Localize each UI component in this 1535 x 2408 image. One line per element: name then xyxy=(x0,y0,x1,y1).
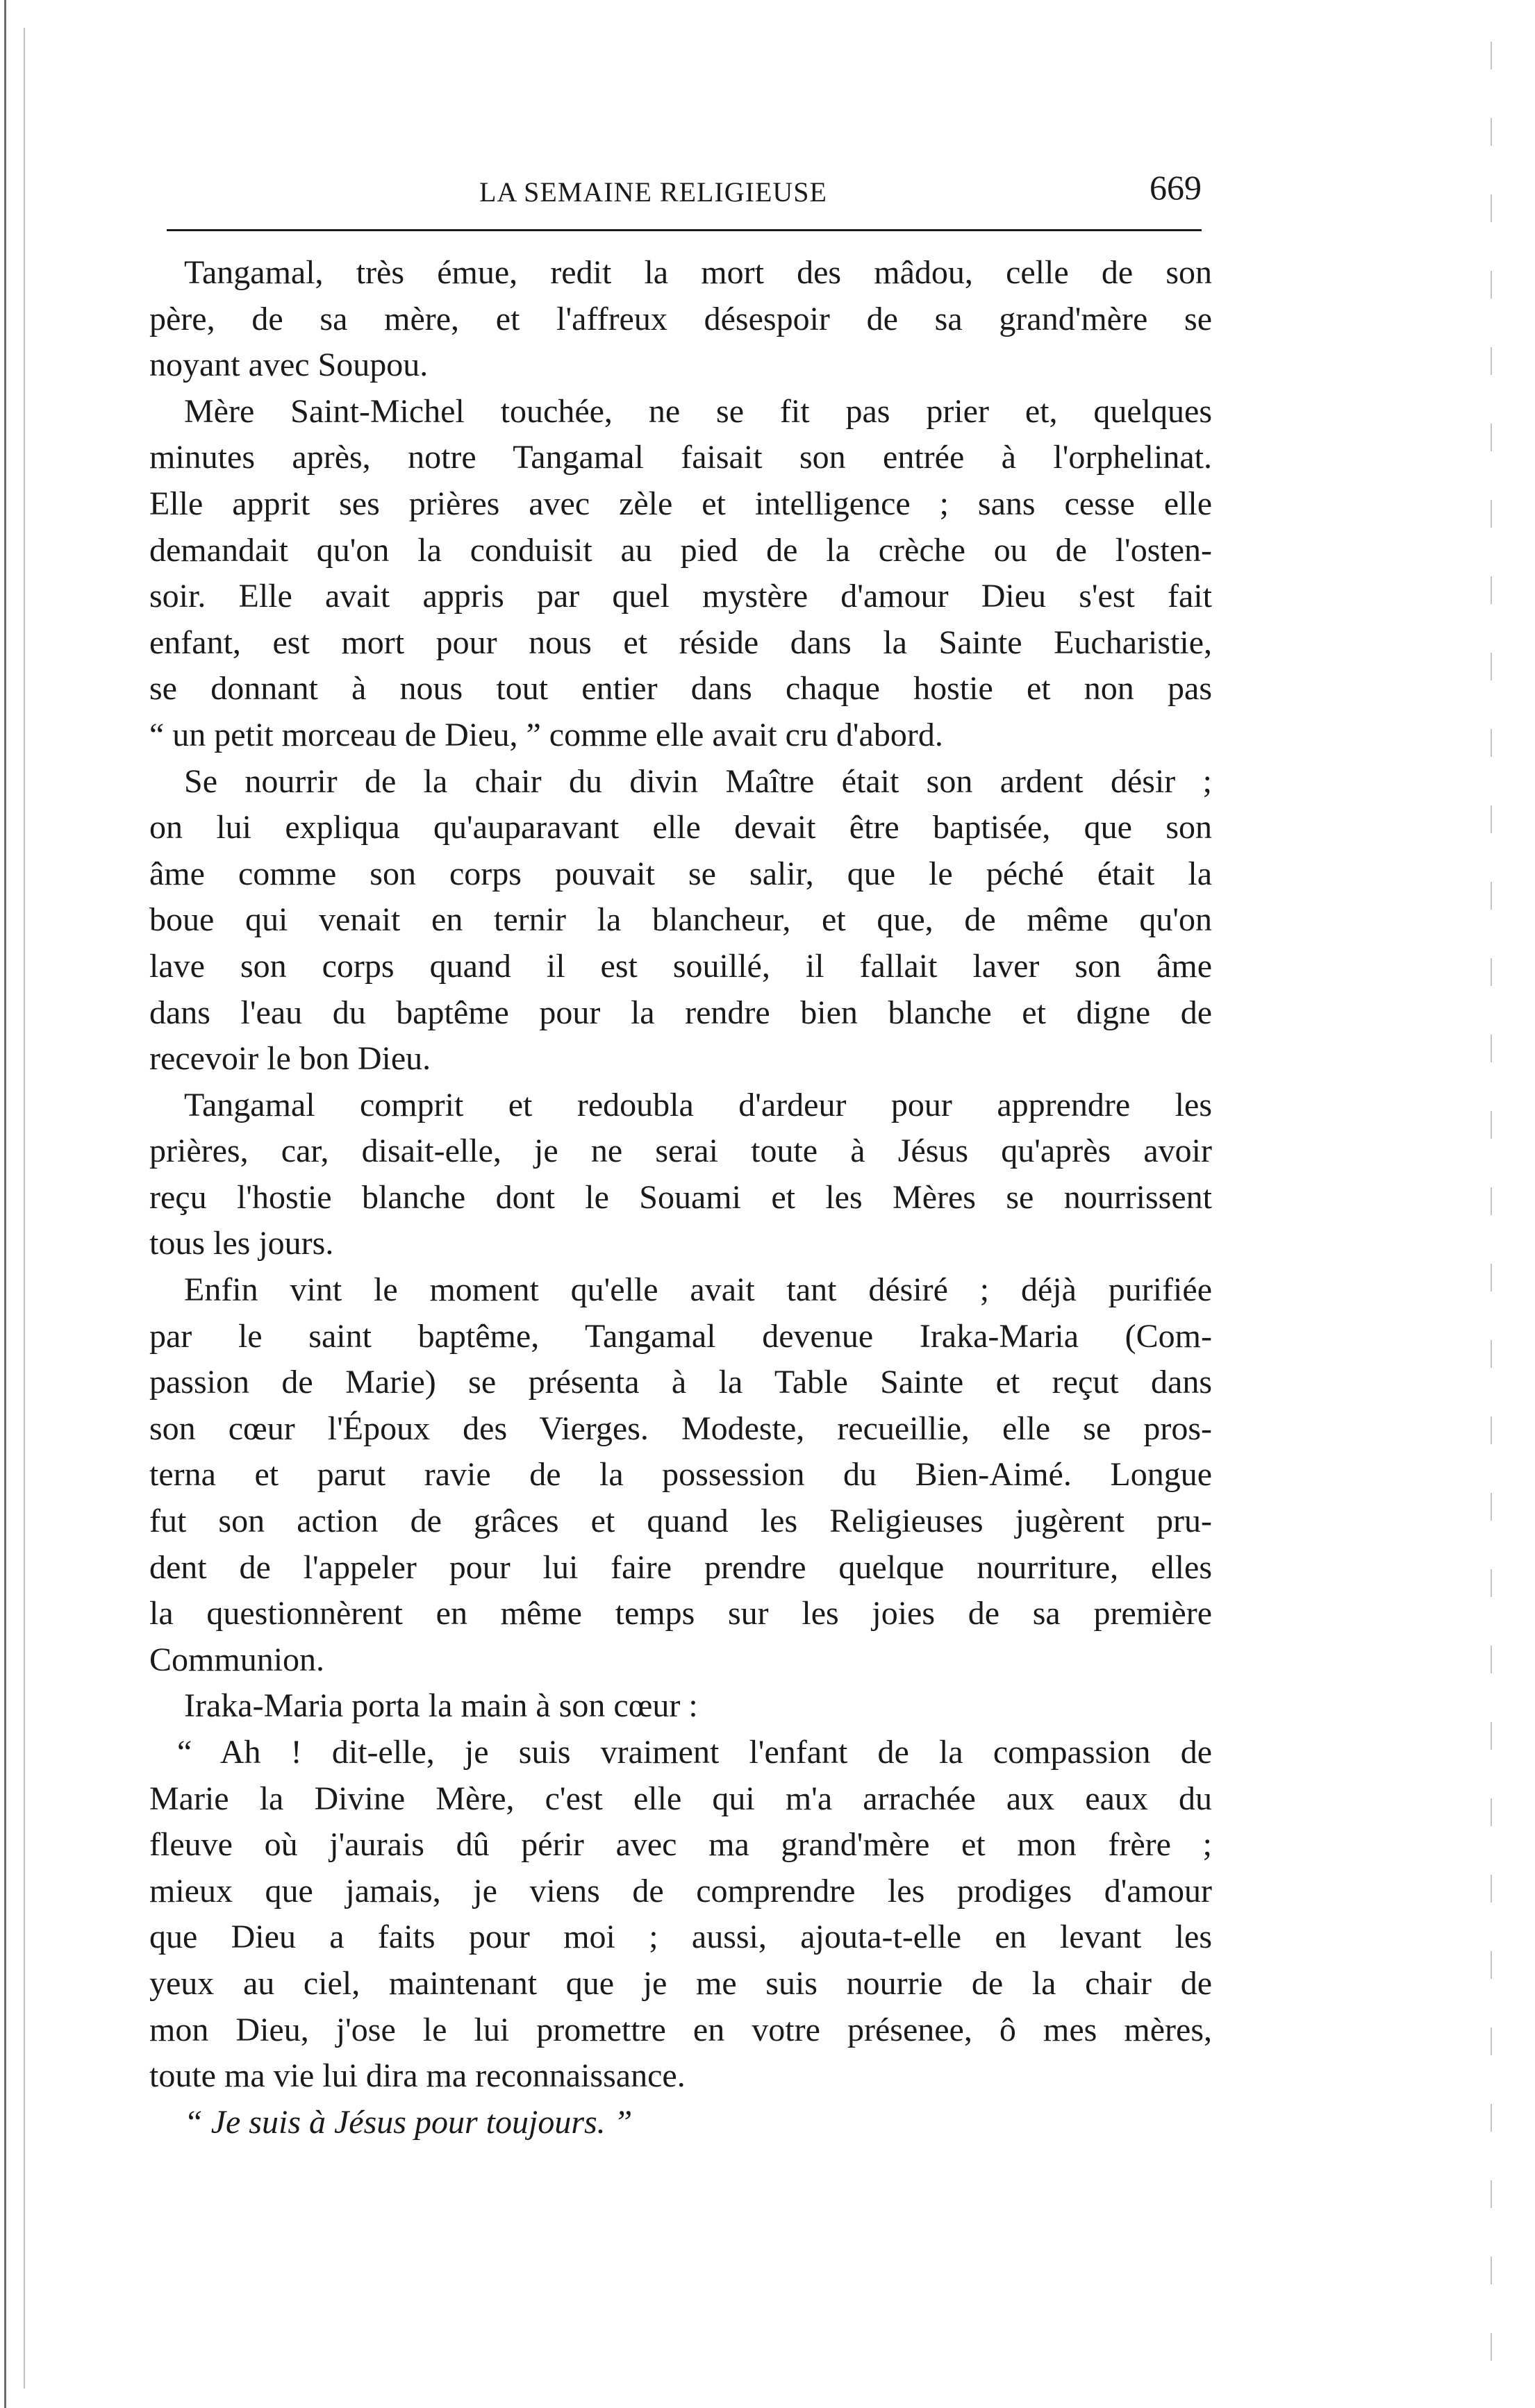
text-line: se donnant à nous tout entier dans chaque hostie et non pas xyxy=(149,670,1212,708)
text-line: mieux que jamais, je viens de comprendre les prodiges d'amour xyxy=(149,1872,1212,1909)
text-line: passion de Marie) se présenta à la Table Sainte et reçut dans xyxy=(149,1364,1212,1401)
text-line: lave son corps quand il est souillé, il fallait laver son âme xyxy=(149,947,1212,985)
text-line: recevoir le bon Dieu. xyxy=(149,1040,431,1078)
text-line: toute ma vie lui dira ma reconnaissance. xyxy=(149,2057,686,2095)
text-line: noyant avec Soupou. xyxy=(149,346,429,384)
body-text xyxy=(149,250,1212,2146)
text-line: soir. Elle avait appris par quel mystère d'amour Dieu s'est fait xyxy=(149,578,1212,615)
text-line: “ Ah ! dit-elle, je suis vraiment l'enfant de la compassion de xyxy=(177,1734,1212,1771)
text-line: âme comme son corps pouvait se salir, que le péché était la xyxy=(149,855,1212,892)
text-line: “ Je suis à Jésus pour toujours. ” xyxy=(184,2103,633,2141)
text-line: père, de sa mère, et l'affreux désespoir de sa grand'mère se xyxy=(149,300,1212,337)
text-line: tous les jours. xyxy=(149,1225,334,1262)
text-line: la questionnèrent en même temps sur les joies de sa première xyxy=(149,1595,1212,1632)
text-line: son cœur l'Époux des Vierges. Modeste, recueillie, elle se pros- xyxy=(149,1410,1212,1447)
text-line: Marie la Divine Mère, c'est elle qui m'a arrachée aux eaux du xyxy=(149,1780,1212,1817)
text-line: dent de l'appeler pour lui faire prendre quelque nourriture, elles xyxy=(149,1548,1212,1586)
text-line: demandait qu'on la conduisit au pied de la crèche ou de l'osten- xyxy=(149,531,1212,569)
text-line: Tangamal, très émue, redit la mort des mâdou, celle de son xyxy=(184,254,1212,291)
header-rule xyxy=(167,229,1202,231)
text-line: on lui expliqua qu'auparavant elle devait être baptisée, que son xyxy=(149,809,1212,846)
scan-left-shadow xyxy=(24,28,25,2389)
text-line: Se nourrir de la chair du divin Maître était son ardent désir ; xyxy=(184,762,1212,800)
text-line: Mère Saint-Michel touchée, ne se fit pas prier et, quelques xyxy=(184,392,1212,430)
text-line: Iraka-Maria porta la main à son cœur : xyxy=(184,1687,698,1725)
text-line: fleuve où j'aurais dû périr avec ma grand'mère et mon frère ; xyxy=(149,1826,1212,1864)
text-line: Tangamal comprit et redoubla d'ardeur pour apprendre les xyxy=(184,1086,1212,1123)
text-line: yeux au ciel, maintenant que je me suis nourrie de la chair de xyxy=(149,1964,1212,2002)
text-line: terna et parut ravie de la possession du Bien-Aimé. Longue xyxy=(149,1456,1212,1494)
text-line: que Dieu a faits pour moi ; aussi, ajouta-t-elle en levant les xyxy=(149,1918,1212,1956)
scan-right-edge xyxy=(1491,42,1492,2389)
text-line: fut son action de grâces et quand les Religieuses jugèrent pru- xyxy=(149,1503,1212,1540)
text-line: enfant, est mort pour nous et réside dans la Sainte Eucharistie, xyxy=(149,624,1212,661)
page-number: 669 xyxy=(1150,168,1202,207)
text-line: par le saint baptême, Tangamal devenue Iraka-Maria (Com- xyxy=(149,1317,1212,1355)
text-line: Elle apprit ses prières avec zèle et intelligence ; sans cesse elle xyxy=(149,485,1212,522)
text-line: prières, car, disait-elle, je ne serai toute à Jésus qu'après avoir xyxy=(149,1132,1212,1170)
running-head xyxy=(167,163,1202,219)
text-line: mon Dieu, j'ose le lui promettre en votre présenee, ô mes mères, xyxy=(149,2011,1212,2048)
text-line: dans l'eau du baptême pour la rendre bien blanche et digne de xyxy=(149,994,1212,1031)
text-line: boue qui venait en ternir la blancheur, et que, de même qu'on xyxy=(149,901,1212,939)
text-line: minutes après, notre Tangamal faisait son entrée à l'orphelinat. xyxy=(149,439,1212,476)
scan-left-edge xyxy=(4,0,6,2408)
text-line: Communion. xyxy=(149,1641,325,1678)
text-line: reçu l'hostie blanche dont le Souami et les Mères se nourrissent xyxy=(149,1178,1212,1216)
running-head-title: LA SEMAINE RELIGIEUSE xyxy=(479,176,827,208)
text-line: “ un petit morceau de Dieu, ” comme elle avait cru d'abord. xyxy=(149,716,943,753)
text-line: Enfin vint le moment qu'elle avait tant désiré ; déjà purifiée xyxy=(184,1271,1212,1309)
